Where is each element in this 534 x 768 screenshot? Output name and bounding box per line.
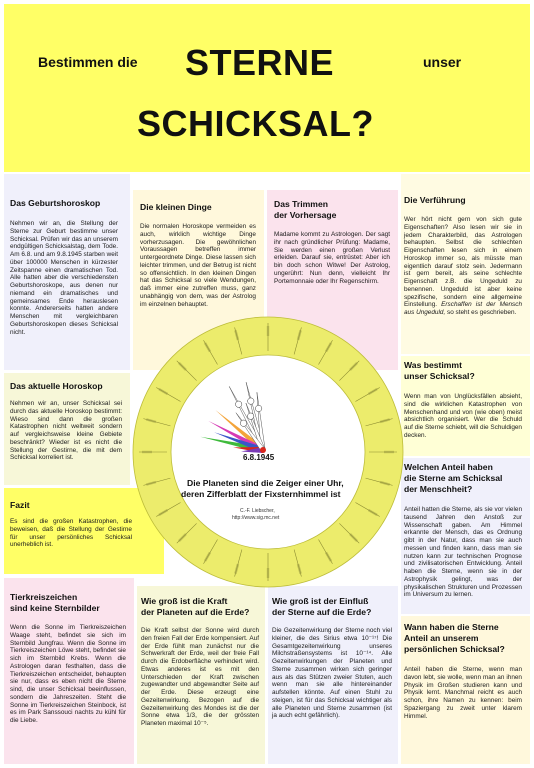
- panel-title-1: Wie groß ist der Einfluß: [272, 596, 369, 606]
- panel-body: Anteil hatten die Sterne, als sie vor vielen tausend Jahren den Anstoß zur Wissenschaft gaben. Am Himmel erkannte der Mensch, das es Ordnung gibt in der Natur, dass man sie auch messen und finden kann, dass man sie nutzen kann zur technischen Prognose und zivilisatorischen Entwicklung. Anteil haben die Sterne, wenn sie in der Astrophysik gelingt, was der physikalischen Strukturen und Prozessen im Universum zu lernen.: [404, 506, 522, 599]
- panel-body: Anteil haben die Sterne, wenn man davon lebt, sie wolle, wenn man an ihnen Physik im Großen studieren kann und Physik lernt. Manchmal reicht es auch schon, ihre Namen zu kennen: beim Spaziergang zu zweit unter klarem Himmel.: [404, 666, 522, 720]
- panel-title-3: persönlichen Schicksal?: [404, 644, 505, 654]
- panel-title-2: unser Schicksal?: [404, 371, 475, 381]
- panel-title-1: Das Trimmen: [274, 199, 328, 209]
- panel-body: Nehmen wir an, die Stellung der Sterne zur Geburt bestimme unser Schicksal. Prüfen wir das an unserem endgültigen Schicksalstag, dem Tode. Am 6.8. und am 9.8.1945 starben weit über 100000 Menschen in kürzester Zeitspanne einen dramatischen Tod. Alle hatten aber die verschiedensten Geburtshoroskope, aus denen nur niemand ein dramatisches und gemeinsames Ende herauslesen konnte. Andererseits hatten andere Menschen mit vergleichbaren Geburtshoroskopen dieses Schicksal nicht.: [10, 220, 118, 336]
- panel-title: Die Verführung: [404, 195, 466, 205]
- panel-title-1: Tierkreiszeichen: [10, 592, 78, 602]
- dial-caption-line1: Die Planeten sind die Zeiger einer Uhr,: [187, 478, 344, 488]
- panel-title-2: der Sterne auf die Erde?: [272, 607, 372, 617]
- zodiac-label-mark: [142, 451, 152, 453]
- planet-symbol: [255, 405, 261, 411]
- panel-body: Wenn die Sonne im Tierkreiszeichen Waage steht, befindet sie sich im Sternbild Jungfrau. Wenn die Sonne im Tierkreiszeichen Löwe steht, befindet sie sich im Sternbild Krebs. Wenn die Astrologen daran festhalten, dass die Tierkreiszeichen entscheidet, behaupten sie nur, dass es eben nicht die Sterne sind, die unser Schicksal beeinflussen, sondern die Jahreszeiten. Steht die Sonne im Tierkreiszeichen Steinbock, ist es im Park Sanssouci nachts zu kühl für die Liebe.: [10, 624, 126, 724]
- panel-body: Die Kraft selbst der Sonne wird durch den freien Fall der Erde kompensiert. Auf der Erde fühlt man zunächst nur die Schwerkraft der Erde, weil der freie Fall durch die Erdoberfläche verhindert wird. Etwas anderes ist es mit den Unterschieden der Kraft zwischen zugewandter und abgewandter Seite auf der Erde. Diese erzeugt eine Gezeitenwirkung. Bezogen auf die Gezeitenwirkung des Mondes ist die der Sonne etwa 1/3, die der grössten Planeten maximal 10⁻⁵.: [141, 627, 259, 727]
- panel-title: Das Geburtshoroskop: [10, 198, 101, 208]
- panel-title-1: Wann haben die Sterne: [404, 622, 499, 632]
- header-big-schicksal: SCHICKSAL?: [137, 103, 374, 144]
- planet-symbol: [235, 401, 241, 407]
- planet-symbol: [247, 413, 253, 419]
- panel-title-1: Wie groß ist die Kraft: [141, 596, 228, 606]
- panel-title-3: der Menschheit?: [404, 484, 473, 494]
- panel-body: Nehmen wir an, unser Schicksal sei durch das aktuelle Horoskop bestimmt: Wieso sind dann die großen Katastrophen nicht weltweit sondern auf vergleichsweise kleine Gebiete beschränkt? Wieder ist es nicht die Stellung der Gestirne, die mit dem Schicksal korreliert ist.: [10, 400, 122, 462]
- panel-body-end: so steht es geschrieben.: [447, 309, 517, 316]
- panel-body-italic: Erschaffen ist der Mensch aus Ungeduld,: [404, 301, 522, 316]
- panel-body: Es sind die großen Katastrophen, die beweisen, daß die Stellung der Gestirne für unser persönliches Schicksal unerheblich ist.: [10, 518, 132, 549]
- panel-body: Die Gezeitenwirkung der Sterne noch viel kleiner, die des Sirius etwa 10⁻¹⁷! Die Gesamtgezeitenwirkung unseres Milchstraßensystems ist 10⁻¹⁴. Alle Gezeitenwirkungen der Planeten und Sterne zusammen wirken sich geringer aus als das Stützen zweier Stuten, auch wenn man sie alle hintereinander aufstellen könnte. Auf einen Stuhl zu steigen, ist für das Schicksal wichtiger als alle Planeten und Sterne zusammen (ist ja auch echt gefährlich).: [272, 627, 392, 720]
- dial-credit-line1: C.-F. Liebscher,: [240, 508, 275, 514]
- panel-title: Das aktuelle Horoskop: [10, 381, 103, 391]
- header-right-word: unser: [423, 54, 462, 70]
- dial-credit-line2: http://www.sig.mc.net: [232, 515, 280, 521]
- planet-symbol: [240, 420, 246, 426]
- panel-title-2: Anteil an unserem: [404, 633, 479, 643]
- panel-body: Madame kommt zu Astrologen. Der sagt ihr nach gründlicher Prüfung: Madame, Sie werden einen großen Verlust erleiden. Darauf sie, entrüstet: Aber ich bin doch schon Witwe! Der Astrolog, ungerührt: Nun denn, vielleicht Ihr Portemonnaie oder Ihr Regenschirm.: [274, 231, 390, 285]
- panel-body-main: Wer hört nicht gern von sich gute Eigenschaften? Also lesen wir sie in jedem Charakterbild, das Astrologen behaupten. Selbst die schlechten Eigenschaften lesen sich in einem Horoskop immer so, als müsste man eigentlich darauf stolz sein. Jedermann ist gern bereit, als seine schlechte Eigenschaft z.B. die Ungeduld zu benennen. Ungeduld ist aber keine spezifische, sondern eine allgemeine Einstellung.: [404, 216, 522, 309]
- panel-title-1: Welchen Anteil haben: [404, 462, 493, 472]
- header-left-word: Bestimmen die: [38, 54, 138, 70]
- header-big-sterne: STERNE: [185, 42, 335, 83]
- panel-title-2: der Vorhersage: [274, 210, 337, 220]
- panel-title-1: Was bestimmt: [404, 360, 462, 370]
- zodiac-label-mark: [384, 451, 394, 453]
- panel-body: Die normalen Horoskope vermeiden es auch, wirklich wichtige Dinge vorherzusagen. Die gewöhnlichen Voraussagen betreffen immer untergeordnete Dinge. Diese lassen sich leichter trimmen, und der Betrug ist nicht so offensichtlich. In den kleinen Dingen hat das Schicksal so viele Wendungen, daß immer eine zutreffen muss, ganz unabhängig von dem, was der Astrolog im einzelnen behauptet.: [140, 223, 256, 308]
- zodiac-label-mark: [267, 568, 269, 578]
- panel-title-2: der Planeten auf die Erde?: [141, 607, 250, 617]
- panel-title: Fazit: [10, 500, 30, 510]
- planet-symbol: [248, 398, 254, 404]
- zodiac-label-mark: [267, 326, 269, 336]
- panel-body: Wenn man von Unglücksfällen absieht, sind die wirklichen Katastrophen von Menschenhand und von (wie oben) meist absichtlich organisiert. Wer die Schuld auf die Sterne schiebt, will die Schuldigen decken.: [404, 393, 522, 439]
- panel-title-2: sind keine Sternbilder: [10, 603, 100, 613]
- panel-title: Die kleinen Dinge: [140, 202, 212, 212]
- dial-caption-line2: deren Zifferblatt der Fixsternhimmel ist: [181, 489, 341, 499]
- dial-date: 6.8.1945: [243, 453, 275, 462]
- panel-title-2: die Sterne am Schicksal: [404, 473, 503, 483]
